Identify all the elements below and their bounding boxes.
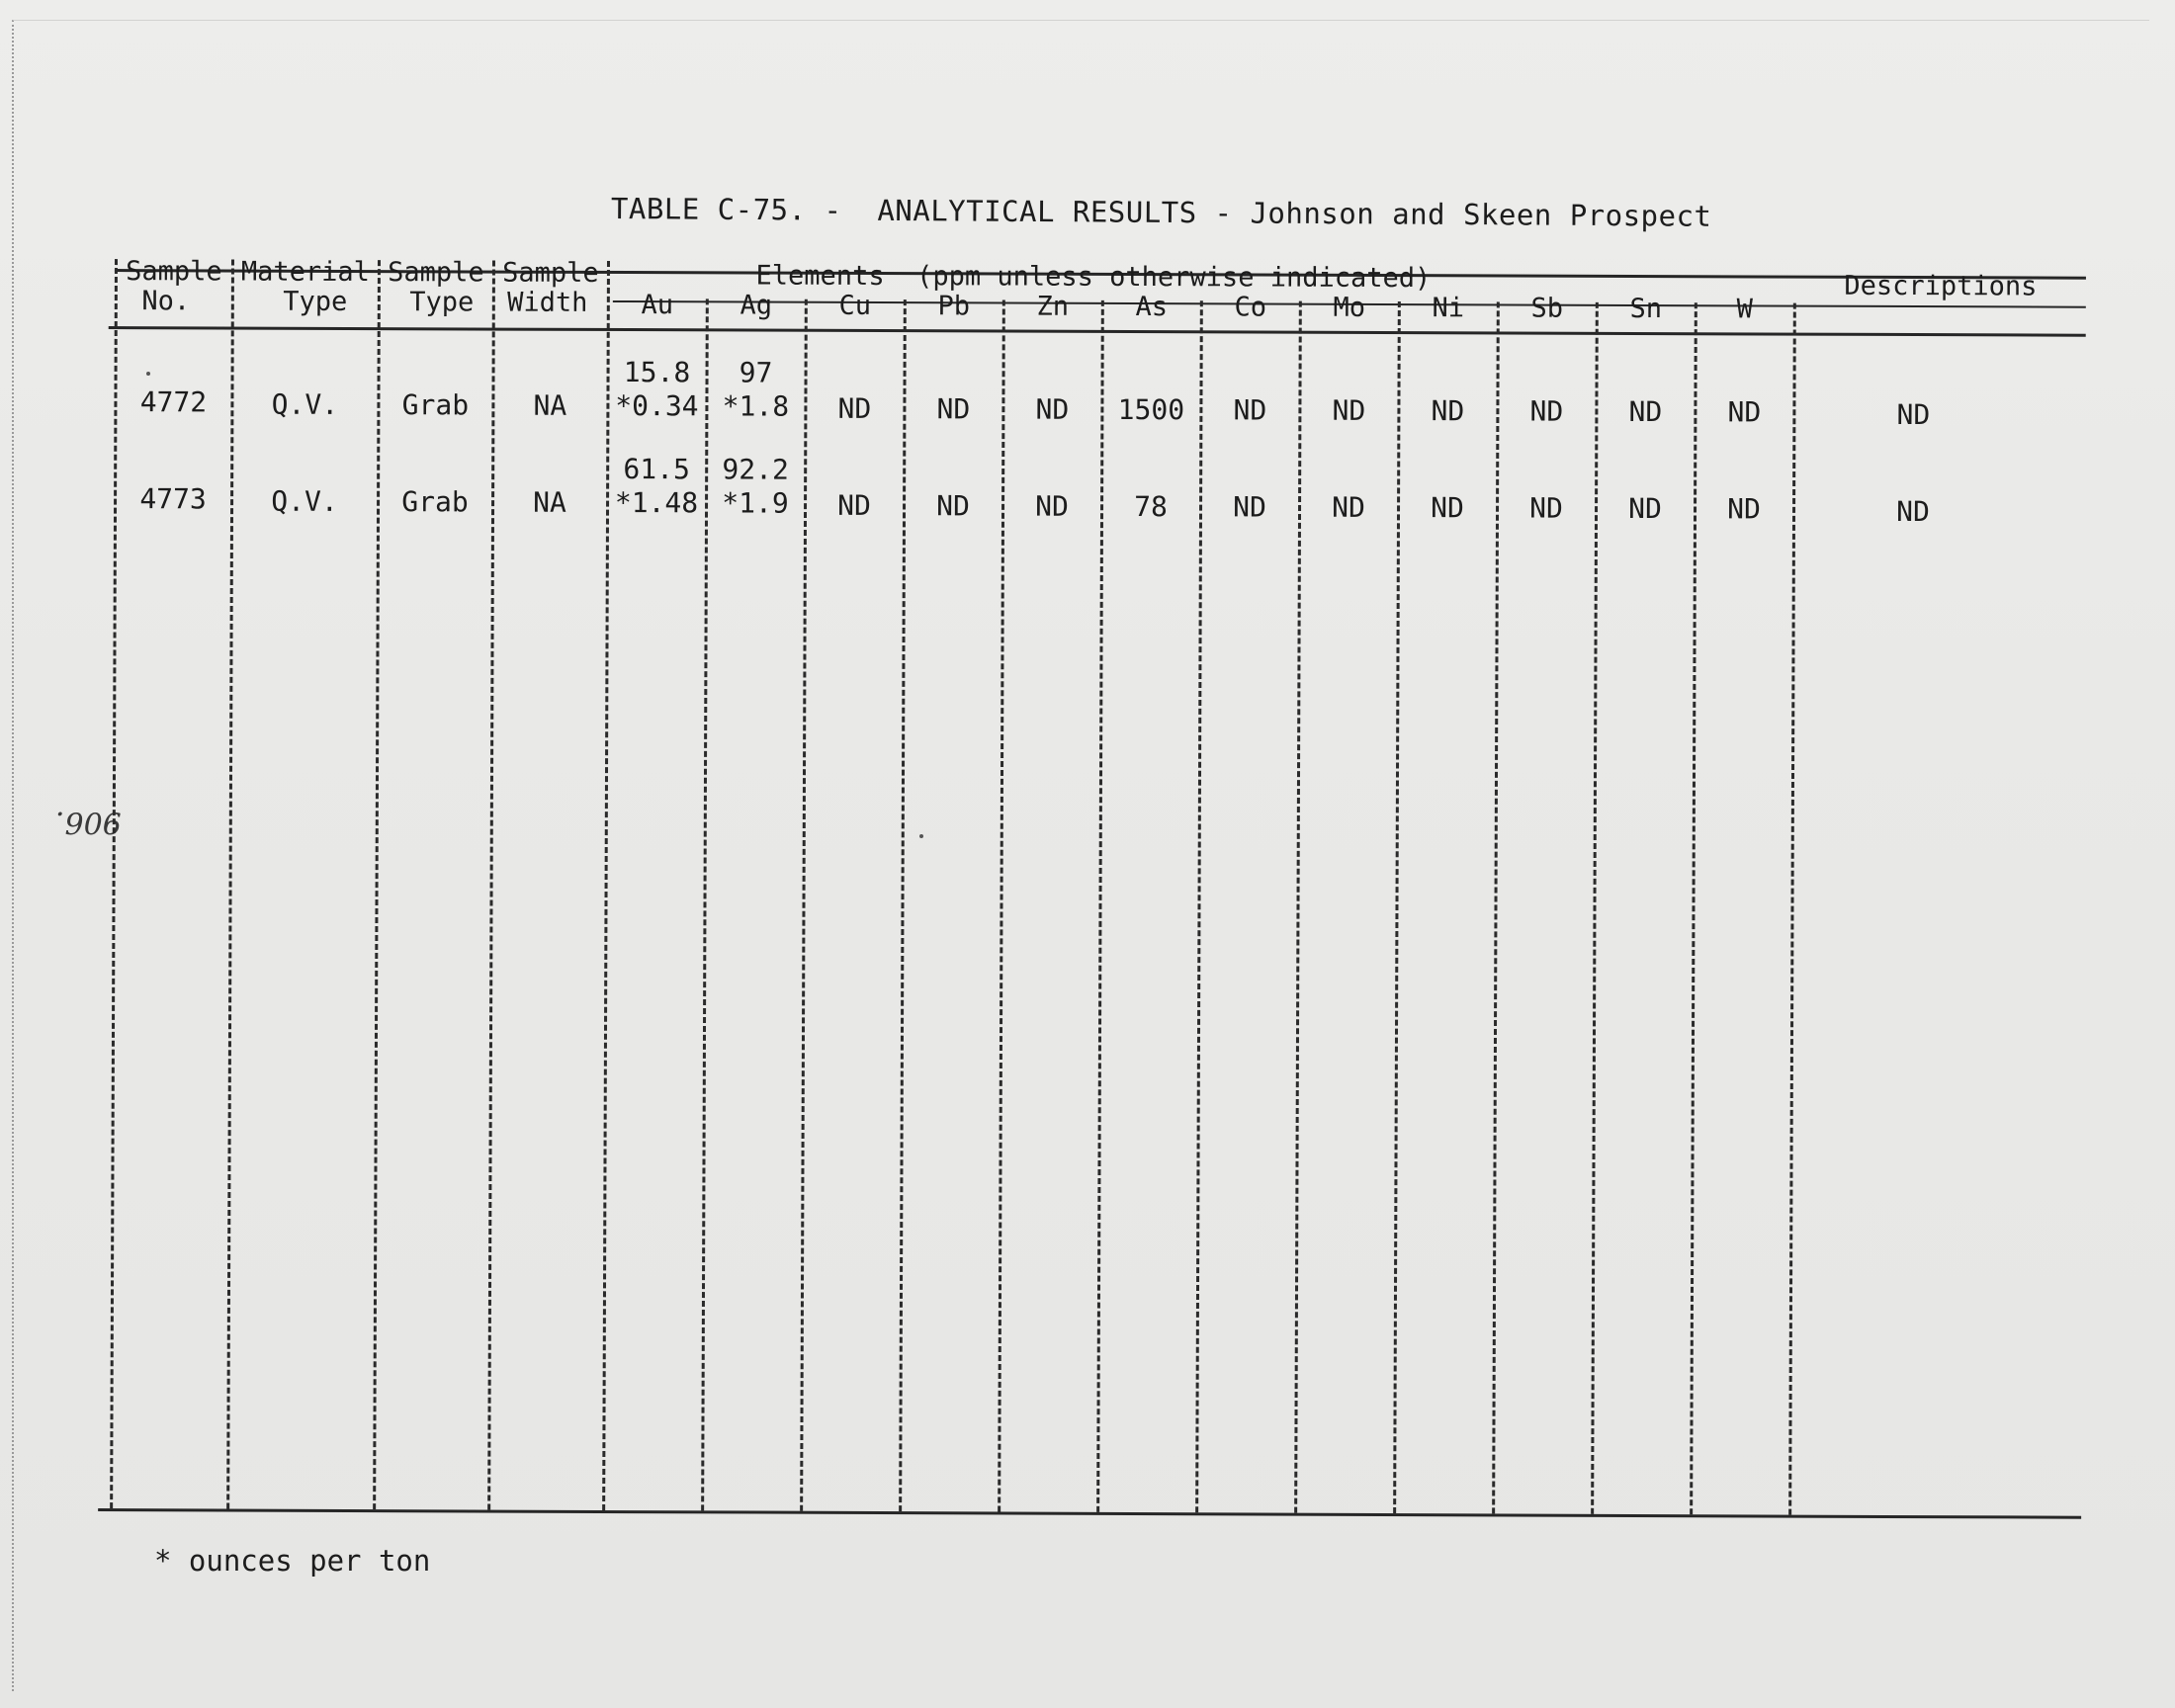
header-sample-no-line2: No. — [141, 286, 191, 317]
row2-au-opt: *1.48 — [614, 486, 699, 520]
row2-sample-width: NA — [533, 485, 566, 519]
row2-pb: ND — [936, 489, 970, 523]
column-divider — [1788, 303, 1796, 1515]
row2-au-ppm: 61.5 — [623, 453, 690, 486]
column-divider — [998, 300, 1005, 1512]
row1-ni: ND — [1431, 394, 1465, 428]
row1-cu: ND — [837, 391, 872, 426]
row1-mo: ND — [1332, 393, 1366, 427]
row2-sn: ND — [1628, 491, 1662, 526]
row2-sample-type: Grab — [401, 485, 469, 519]
row1-sn: ND — [1628, 394, 1663, 429]
header-bottom-rule — [109, 326, 2086, 337]
header-sample-no-line1: Sample — [126, 256, 222, 288]
column-divider — [602, 261, 610, 1510]
header-element-au: Au — [641, 290, 674, 321]
analytical-results-table — [94, 256, 2096, 1532]
row1-w: ND — [1727, 395, 1762, 429]
row2-as: 78 — [1134, 490, 1168, 524]
row1-material-type: Q.V. — [271, 387, 339, 421]
header-sample-width-line1: Sample — [502, 257, 599, 289]
column-divider — [1096, 300, 1104, 1512]
header-element-pb: Pb — [937, 291, 971, 322]
column-divider — [1492, 301, 1500, 1513]
column-divider — [226, 260, 234, 1509]
row2-sample-no: 4773 — [139, 482, 207, 516]
column-divider — [110, 259, 118, 1508]
header-material-type-line1: Material — [240, 256, 371, 289]
header-element-ag: Ag — [740, 290, 773, 321]
row2-material-type: Q.V. — [271, 484, 338, 518]
column-divider — [1393, 301, 1401, 1513]
table-title: TABLE C-75. - ANALYTICAL RESULTS - Johnson and Skeen Prospect — [610, 192, 1712, 233]
header-element-w: W — [1736, 294, 1754, 325]
header-element-zn: Zn — [1036, 291, 1070, 322]
row2-ag-ppm: 92.2 — [722, 453, 789, 486]
row2-co: ND — [1233, 490, 1266, 524]
header-descriptions: Descriptions — [1844, 270, 2038, 302]
header-sample-width-line2: Width — [507, 287, 588, 318]
header-material-type-line2: Type — [283, 286, 348, 317]
row1-as: 1500 — [1117, 392, 1185, 427]
header-element-sn: Sn — [1629, 293, 1663, 325]
column-divider — [1591, 302, 1599, 1514]
scan-speck — [919, 834, 923, 838]
header-element-as: As — [1135, 292, 1169, 323]
header-element-mo: Mo — [1333, 292, 1366, 323]
row1-co: ND — [1233, 393, 1267, 427]
row1-ag-opt: *1.8 — [722, 389, 790, 423]
row2-sb: ND — [1529, 491, 1563, 525]
column-divider — [487, 261, 495, 1510]
margin-page-number: 906. — [55, 805, 122, 839]
header-element-sb: Sb — [1530, 293, 1564, 324]
header-element-ni: Ni — [1432, 293, 1465, 324]
header-elements-group: Elements (ppm unless otherwise indicated) — [755, 260, 1432, 295]
row2-cu: ND — [837, 488, 871, 523]
row1-sample-width: NA — [533, 388, 567, 422]
row1-au-opt: *0.34 — [615, 389, 699, 423]
column-divider — [1690, 302, 1697, 1514]
row1-ag-ppm: 97 — [739, 356, 773, 389]
column-divider — [899, 299, 907, 1511]
header-sample-type-line2: Type — [409, 287, 475, 318]
row1-sb: ND — [1529, 394, 1564, 428]
header-element-co: Co — [1234, 292, 1267, 323]
row1-sample-type: Grab — [401, 388, 470, 422]
row2-ni: ND — [1431, 491, 1464, 525]
row2-descriptions: ND — [1896, 494, 1930, 529]
column-divider — [373, 260, 381, 1509]
table-bottom-rule — [98, 1508, 2081, 1519]
row2-mo: ND — [1332, 490, 1365, 524]
header-sample-type-line1: Sample — [388, 257, 484, 289]
row1-au-ppm: 15.8 — [623, 356, 691, 389]
row2-ag-opt: *1.9 — [722, 486, 789, 520]
footnote-units: * ounces per ton — [154, 1544, 431, 1578]
row1-sample-no: 4772 — [139, 385, 208, 419]
column-divider — [1294, 301, 1302, 1513]
row2-w: ND — [1727, 492, 1761, 526]
scan-speck — [146, 372, 150, 376]
row2-zn: ND — [1035, 489, 1069, 523]
column-divider — [1195, 300, 1203, 1512]
row1-pb: ND — [936, 392, 971, 426]
row1-descriptions: ND — [1896, 397, 1931, 432]
row1-zn: ND — [1035, 392, 1070, 426]
header-element-cu: Cu — [838, 290, 872, 321]
